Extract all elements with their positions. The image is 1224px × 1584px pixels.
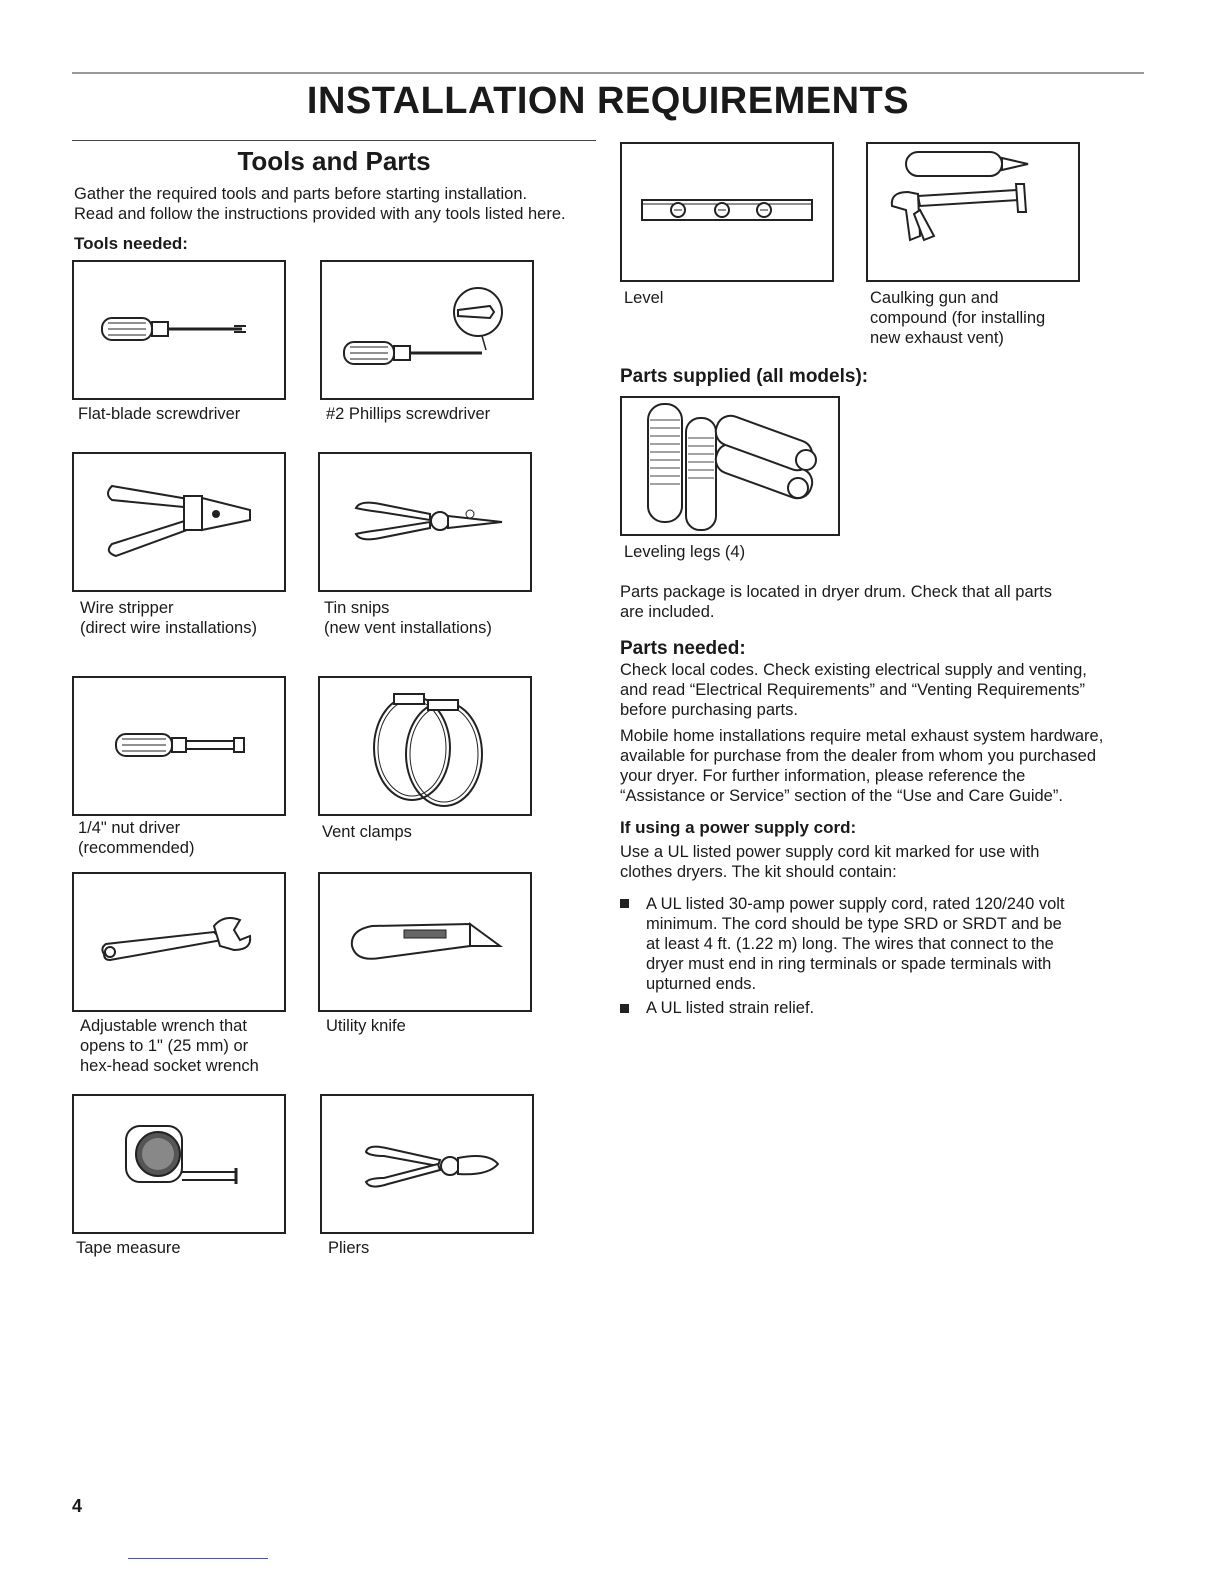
tool-caption xyxy=(324,598,492,638)
page-number: 4 xyxy=(72,1496,83,1516)
text-line: minimum. The cord should be type SRD or SRDT and be xyxy=(646,915,1062,933)
caption-line: hex-head socket wrench xyxy=(80,1057,259,1075)
parts-package-note xyxy=(620,582,1140,622)
text-line: A UL listed strain relief. xyxy=(646,999,815,1017)
tool-caption xyxy=(870,288,1045,348)
caption-line: opens to 1" (25 mm) or xyxy=(80,1037,249,1055)
caulking-gun-icon xyxy=(868,144,1078,280)
caption-line: Tin snips xyxy=(324,599,390,617)
adjustable-wrench-icon xyxy=(74,874,284,1010)
text-line: A UL listed 30-amp power supply cord, rated 120/240 volt xyxy=(646,895,1065,913)
caption-line: (recommended) xyxy=(78,839,195,857)
part-caption: Leveling legs (4) xyxy=(624,543,746,561)
caption-line: Pliers xyxy=(328,1239,370,1257)
tool-caption xyxy=(624,288,663,308)
power-cord-heading: If using a power supply cord: xyxy=(620,818,857,837)
parts-needed-heading: Parts needed: xyxy=(620,638,746,659)
tool-image-box xyxy=(72,872,286,1012)
page-title: INSTALLATION REQUIREMENTS xyxy=(306,80,910,122)
tool-caption xyxy=(80,1016,259,1076)
bullet-item xyxy=(646,894,1146,994)
tool-caption xyxy=(78,404,240,424)
text-line: Mobile home installations require metal exhaust system hardware, xyxy=(620,727,1104,745)
tool-caption xyxy=(326,404,490,424)
tool-caption xyxy=(328,1238,369,1258)
tool-image-box xyxy=(318,452,532,592)
vent-clamps-icon xyxy=(320,678,530,814)
pliers-icon xyxy=(322,1096,532,1232)
text-line: clothes dryers. The kit should contain: xyxy=(620,863,897,881)
text-line: before purchasing parts. xyxy=(620,701,798,719)
wire-stripper-icon xyxy=(74,454,284,590)
tool-caption xyxy=(80,598,257,638)
text-line: “Assistance or Service” section of the “Use and Care Guide”. xyxy=(620,787,1063,805)
tool-image-box xyxy=(620,142,834,282)
text-line: upturned ends. xyxy=(646,975,757,993)
tool-image-box xyxy=(318,872,532,1012)
tool-caption xyxy=(322,822,412,842)
caption-line: #2 Phillips screwdriver xyxy=(326,405,491,423)
caption-line: Flat-blade screwdriver xyxy=(78,405,241,423)
flat-blade-screwdriver-icon xyxy=(74,262,284,398)
tin-snips-icon xyxy=(320,454,530,590)
text-line: at least 4 ft. (1.22 m) long. The wires that connect to the xyxy=(646,935,1054,953)
parts-needed-p1 xyxy=(620,660,1150,720)
footer-rule xyxy=(128,1558,268,1559)
caption-line: Utility knife xyxy=(326,1017,406,1035)
tool-caption xyxy=(78,818,194,858)
power-cord-intro xyxy=(620,842,1150,882)
nut-driver-icon xyxy=(74,678,284,814)
tool-image-box xyxy=(72,676,286,816)
level-icon xyxy=(622,144,832,280)
tool-image-box xyxy=(72,1094,286,1234)
intro-line: Gather the required tools and parts before starting installation. xyxy=(74,185,528,203)
caption-line: Vent clamps xyxy=(322,823,412,841)
tool-image-box xyxy=(320,260,534,400)
text-line: dryer must end in ring terminals or spade terminals with xyxy=(646,955,1052,973)
section-rule xyxy=(72,140,596,141)
section-title: Tools and Parts xyxy=(237,146,431,176)
part-image-box xyxy=(620,396,840,536)
caption-line: (new vent installations) xyxy=(324,619,492,637)
text-line: your dryer. For further information, please reference the xyxy=(620,767,1026,785)
bullet-marker xyxy=(620,899,629,908)
tool-caption xyxy=(76,1238,181,1258)
tool-image-box xyxy=(318,676,532,816)
text-line: available for purchase from the dealer from whom you purchased xyxy=(620,747,1096,765)
top-rule xyxy=(72,72,1144,74)
text-line: Use a UL listed power supply cord kit marked for use with xyxy=(620,843,1040,861)
phillips-screwdriver-icon xyxy=(322,262,532,398)
tool-image-box xyxy=(72,260,286,400)
caption-line: (direct wire installations) xyxy=(80,619,257,637)
utility-knife-icon xyxy=(320,874,530,1010)
bullet-marker xyxy=(620,1004,629,1013)
text-line: Check local codes. Check existing electrical supply and venting, xyxy=(620,661,1087,679)
tool-image-box xyxy=(72,452,286,592)
caption-line: compound (for installing xyxy=(870,309,1046,327)
bullet-item xyxy=(646,998,1146,1018)
caption-line: Level xyxy=(624,289,664,307)
text-line: and read “Electrical Requirements” and “Venting Requirements” xyxy=(620,681,1085,699)
note-line: Parts package is located in dryer drum. Check that all parts xyxy=(620,583,1052,601)
tools-needed-heading: Tools needed: xyxy=(74,234,188,253)
tool-image-box xyxy=(320,1094,534,1234)
caption-line: Wire stripper xyxy=(80,599,174,617)
intro-line: Read and follow the instructions provided with any tools listed here. xyxy=(74,205,566,223)
parts-needed-p2 xyxy=(620,726,1150,806)
caption-line: Tape measure xyxy=(76,1239,181,1257)
parts-supplied-heading: Parts supplied (all models): xyxy=(620,366,869,387)
tool-image-box xyxy=(866,142,1080,282)
caption-line: Adjustable wrench that xyxy=(80,1017,247,1035)
caption-line: Caulking gun and xyxy=(870,289,999,307)
note-line: are included. xyxy=(620,603,715,621)
leveling-legs-icon xyxy=(622,398,838,534)
tape-measure-icon xyxy=(74,1096,284,1232)
tool-caption xyxy=(326,1016,406,1036)
intro-text xyxy=(74,184,614,224)
caption-line: 1/4" nut driver xyxy=(78,819,181,837)
caption-line: new exhaust vent) xyxy=(870,329,1004,347)
